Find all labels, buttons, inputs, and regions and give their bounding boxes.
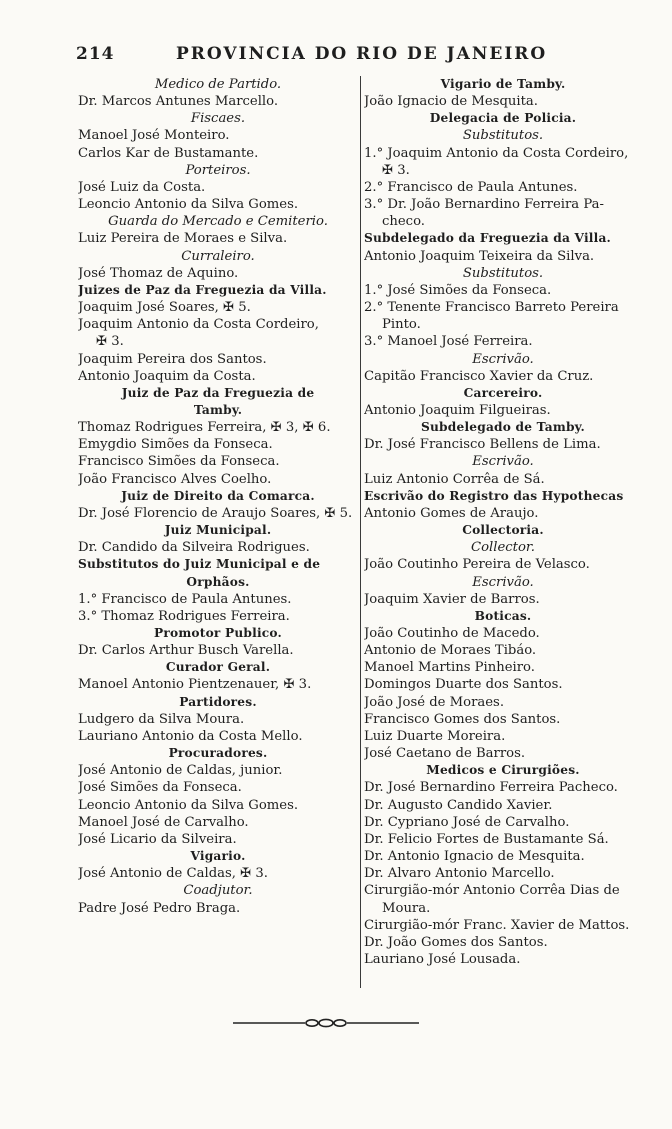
section-heading: Medicos e Cirurgiões. [426,763,580,778]
section-heading: Escrivão. [472,574,534,590]
entry-line: 1.° Francisco de Paula Antunes. [78,591,292,607]
entry-line: 2.° Francisco de Paula Antunes. [364,179,578,195]
entry-line: Joaquim Xavier de Barros. [364,591,540,607]
entry-line: 3.° Dr. João Bernardino Ferreira Pa- [364,197,604,213]
entry-line: 1.° José Simões da Fonseca. [364,282,552,298]
section-heading: Juizes de Paz da Freguezia da Villa. [78,282,327,297]
entry-line: Dr. Augusto Candido Xavier. [364,797,553,813]
entry-line: Capitão Francisco Xavier da Cruz. [364,368,594,384]
entry-line: Ludgero da Silva Moura. [78,711,245,727]
entry-line: José Luiz da Costa. [78,179,206,195]
entry-line: Dr. Alvaro Antonio Marcello. [364,866,555,882]
entry-line: Antonio de Moraes Tibáo. [364,643,537,659]
entry-line: Luiz Duarte Moreira. [364,728,506,744]
section-heading: Fiscaes. [190,111,246,127]
right-column [364,76,642,968]
section-heading: Coadjutor. [183,883,253,899]
entry-line: Dr. Felicio Fortes de Bustamante Sá. [364,831,609,847]
section-heading: Vigario. [190,849,246,864]
entry-line: Antonio Gomes de Araujo. [364,505,539,521]
section-heading: Subdelegado de Tamby. [420,420,585,435]
entry-line: Manoel José de Carvalho. [78,814,249,830]
entry-line: João Francisco Alves Coelho. [78,471,272,487]
entry-line: 3.° Thomaz Rodrigues Ferreira. [78,608,290,624]
section-heading: Collectoria. [462,523,544,538]
page-header [76,44,556,66]
section-heading: Guarda do Mercado e Cemiterio. [108,214,328,230]
entry-line: Cirurgião-mór Franc. Xavier de Mattos. [364,917,630,933]
entry-line: Joaquim Pereira dos Santos. [78,351,267,367]
section-heading: Carcereiro. [463,385,543,400]
entry-line: Francisco Simões da Fonseca. [78,454,280,470]
left-column [78,76,358,917]
entry-line: Luiz Antonio Corrêa de Sá. [364,471,545,487]
section-heading: Substitutos. [462,128,544,144]
running-title: PROVINCIA DO RIO DE JANEIRO [176,44,548,64]
section-heading: Curador Geral. [165,660,271,675]
entry-line: Dr. Antonio Ignacio de Mesquita. [364,849,585,865]
entry-line: Emygdio Simões da Fonseca. [78,437,273,453]
entry-line: ✠ 3. [96,334,124,350]
column-divider [360,76,361,988]
entry-line: Dr. João Gomes dos Santos. [364,934,548,950]
entry-line: Francisco Gomes dos Santos. [364,711,561,727]
section-heading: Escrivão do Registro das Hypothecas [364,488,624,503]
entry-line: José Antonio de Caldas, ✠ 3. [78,866,268,882]
entry-line: Dr. José Francisco Bellens de Lima. [364,437,601,453]
entry-line: Moura. [382,900,431,916]
section-heading: Subdelegado da Freguezia da Villa. [364,231,611,246]
section-heading: Collector. [471,540,535,556]
section-heading: Curraleiro. [181,248,255,264]
entry-line: João José de Moraes. [364,694,505,710]
section-heading: Juiz de Paz da Freguezia de [121,385,315,400]
entry-line: Antonio Joaquim Teixeira da Silva. [364,248,595,264]
entry-line: Antonio Joaquim Filgueiras. [364,402,551,418]
page-number: 214 [76,44,115,64]
entry-line: Dr. Carlos Arthur Busch Varella. [78,643,294,659]
section-heading: Juiz Municipal. [164,523,272,538]
entry-line: Dr. José Bernardino Ferreira Pacheco. [364,780,618,796]
section-heading: Escrivão. [472,454,534,470]
entry-line: Carlos Kar de Bustamante. [78,145,259,161]
entry-line: 3.° Manoel José Ferreira. [364,334,533,350]
entry-line: Joaquim Antonio da Costa Cordeiro, [78,317,319,333]
entry-line: Cirurgião-mór Antonio Corrêa Dias de [364,883,620,899]
entry-line: José Caetano de Barros. [364,746,526,762]
section-heading: Tamby. [193,402,243,417]
entry-line: Dr. Marcos Antunes Marcello. [78,94,279,110]
section-heading: Delegacia de Policia. [429,111,577,126]
entry-line: José Simões da Fonseca. [78,780,242,796]
section-heading: Vigario de Tamby. [440,77,566,91]
entry-line: Leoncio Antonio da Silva Gomes. [78,197,299,213]
section-heading: Partidores. [179,694,257,709]
entry-line: 2.° Tenente Francisco Barreto Pereira [364,300,619,316]
section-heading: Boticas. [474,608,532,623]
entry-line: Manoel Antonio Pientzenauer, ✠ 3. [78,677,312,693]
section-heading: Medico de Partido. [154,77,282,92]
entry-line: Domingos Duarte dos Santos. [364,677,563,693]
entry-line: José Antonio de Caldas, junior. [78,763,283,779]
entry-line: Antonio Joaquim da Costa. [78,368,256,384]
entry-line: Thomaz Rodrigues Ferreira, ✠ 3, ✠ 6. [78,420,331,436]
entry-line: 1.° Joaquim Antonio da Costa Cordeiro, [364,145,629,161]
entry-line: Leoncio Antonio da Silva Gomes. [78,797,299,813]
entry-line: checo. [382,214,425,230]
entry-line: Luiz Pereira de Moraes e Silva. [78,231,288,247]
entry-line: João Coutinho Pereira de Velasco. [364,557,590,573]
entry-line: Manoel Martins Pinheiro. [364,660,535,676]
entry-line: Joaquim José Soares, ✠ 5. [78,300,251,316]
entry-line: Dr. José Florencio de Araujo Soares, ✠ 5. [78,505,353,521]
entry-line: João Ignacio de Mesquita. [364,94,538,110]
entry-line: Padre José Pedro Braga. [78,900,241,916]
ornament-rule-icon [233,1018,419,1028]
section-heading: Escrivão. [472,351,534,367]
section-heading: Substitutos. [462,265,544,281]
entry-line: José Licario da Silveira. [78,831,237,847]
section-heading: Procuradores. [168,746,268,761]
entry-line: Manoel José Monteiro. [78,128,230,144]
entry-line: Lauriano José Lousada. [364,951,521,967]
entry-line: ✠ 3. [382,162,410,178]
section-heading: Orphãos. [186,574,250,589]
section-heading: Substitutos do Juiz Municipal e de [78,557,321,572]
section-heading: Porteiros. [185,162,251,178]
entry-line: José Thomaz de Aquino. [78,265,239,281]
section-heading: Juiz de Direito da Comarca. [121,488,315,503]
section-heading: Promotor Publico. [154,626,282,640]
entry-line: Dr. Cypriano José de Carvalho. [364,814,570,830]
entry-line: Pinto. [382,317,421,333]
entry-line: Dr. Candido da Silveira Rodrigues. [78,540,310,556]
entry-line: Lauriano Antonio da Costa Mello. [78,728,303,744]
entry-line: João Coutinho de Macedo. [364,626,540,641]
